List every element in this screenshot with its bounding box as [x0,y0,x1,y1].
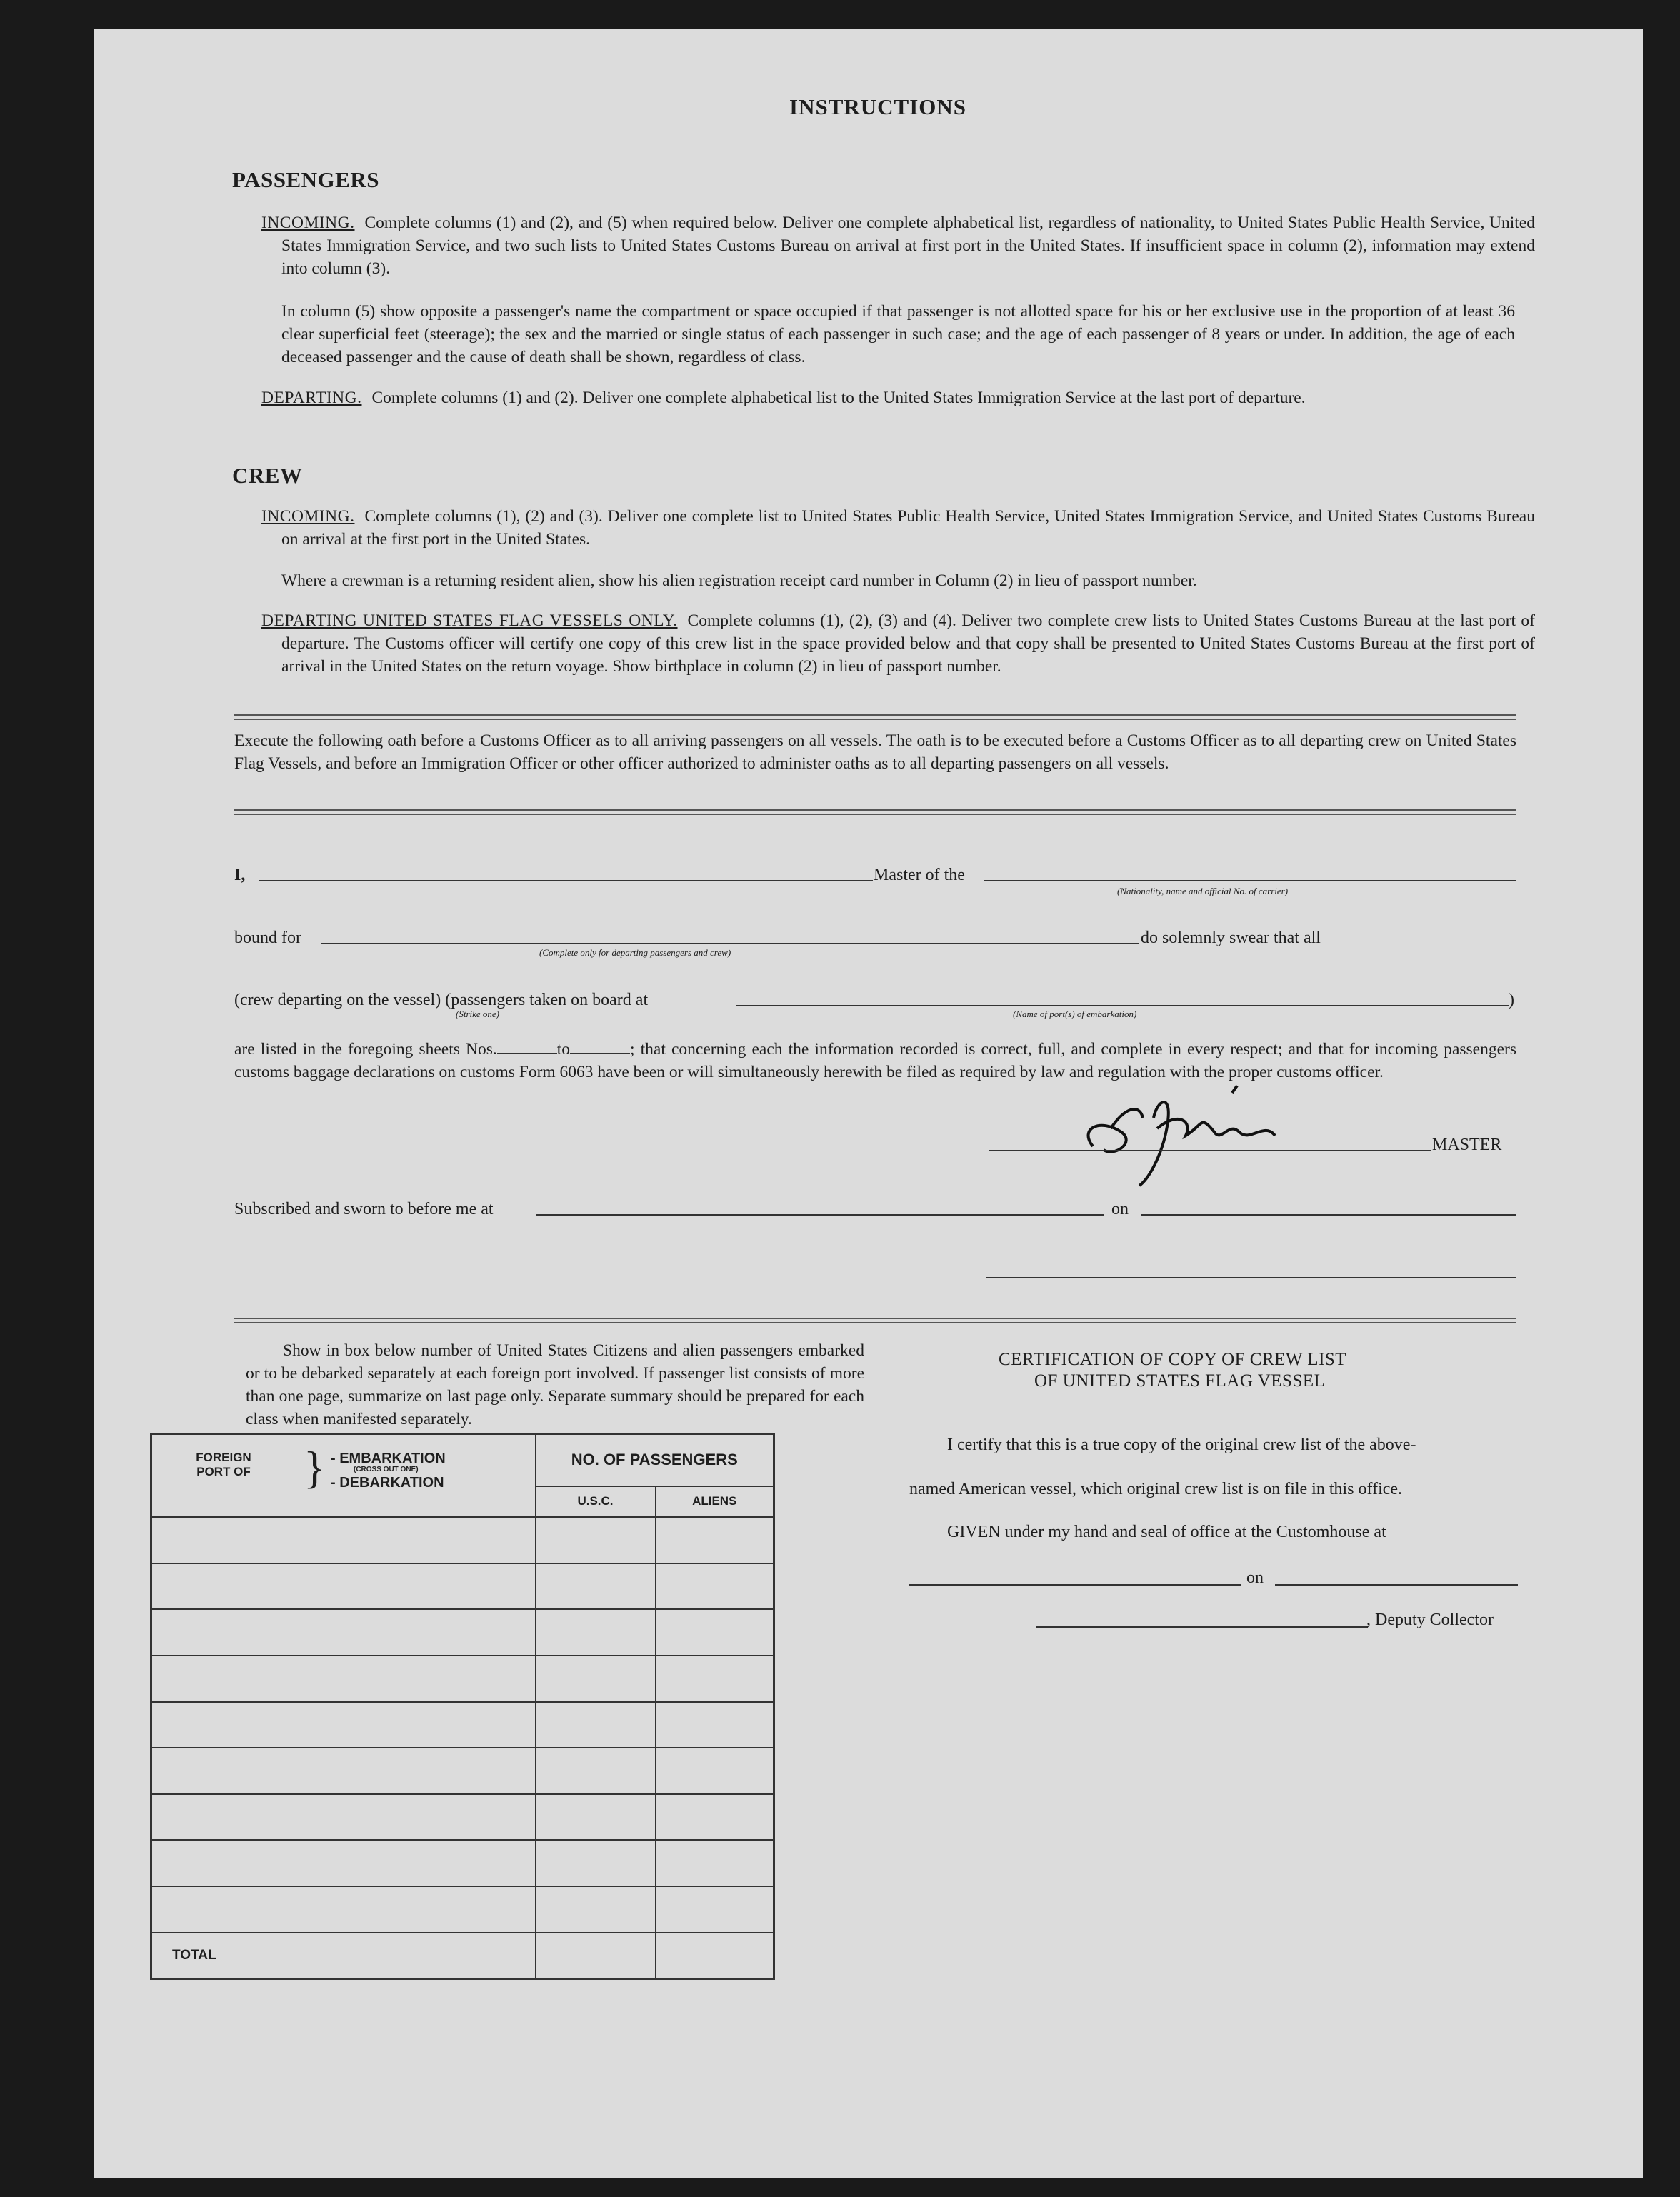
crew-departing-paragraph [261,609,1535,678]
oath-i-label: I, [234,866,246,884]
port-cell[interactable] [151,1748,536,1794]
passengers-incoming-lead: INCOMING. [261,214,355,232]
customhouse-field[interactable] [909,1584,1241,1586]
subscribed-label: Subscribed and sworn to before me at [234,1200,494,1218]
crew-resident-paragraph: Where a crewman is a returning resident alien, show his alien registration receipt card number in Column (2) in lieu of passport number. [281,571,1197,590]
carrier-field[interactable] [984,880,1516,881]
usc-cell[interactable] [536,1656,656,1702]
subscribed-on-label: on [1111,1200,1129,1218]
crew-incoming-text: Complete columns (1), (2) and (3). Deliver one complete list to United States Public Health Service, United States Immigration Service, and United States Customs Bureau on arrival at the first port in the United States. [281,507,1535,549]
divider [234,809,1516,815]
aliens-cell[interactable] [656,1609,774,1656]
deputy-collector-field[interactable] [1036,1626,1368,1628]
foreign-port-of: FOREIGN PORT OF [196,1451,251,1478]
certification-date-field[interactable] [1275,1584,1518,1586]
aliens-cell[interactable] [656,1656,774,1702]
summary-note: Show in box below number of United States Citizens and alien passengers embarked or to be debarked separately at each foreign port involved. If passenger list consists of more than one page, summarize on last page only. Separate summary should be prepared for each class when manifested separately. [246,1341,864,1428]
aliens-header: ALIENS [656,1486,774,1517]
usc-cell[interactable] [536,1794,656,1841]
usc-cell[interactable] [536,1840,656,1886]
passengers-departing-paragraph [261,386,1535,409]
usc-cell[interactable] [536,1886,656,1933]
crew-departing-label: (crew departing on the vessel) (passengers taken on board at [234,991,649,1009]
master-name-field[interactable] [259,880,873,881]
master-label: MASTER [1432,1136,1502,1154]
close-paren: ) [1509,991,1514,1009]
port-cell[interactable] [151,1517,536,1563]
usc-cell[interactable] [536,1748,656,1794]
crew-departing-text: Complete columns (1), (2), (3) and (4). Deliver two complete crew lists to United States Customs Bureau at the last port of departure. The Customs officer will certify one copy of this crew list in the space provided below and that copy shall be presented to United States Customs Bureau at the first port of arrival in the United States on the return voyage. Show birthplace in column (2) in lieu of passport number. [281,611,1535,676]
passengers-heading: PASSENGERS [232,167,379,192]
carrier-hint: (Nationality, name and official No. of carrier) [1117,886,1289,896]
page-title: INSTRUCTIONS [789,94,967,119]
certify-line-1: I certify that this is a true copy of the original crew list of the above- [947,1436,1416,1454]
crew-incoming-paragraph [261,505,1535,551]
subscribed-date-field[interactable] [1141,1214,1516,1216]
certification-heading-2: OF UNITED STATES FLAG VESSEL [1034,1371,1326,1391]
passengers-departing-text: Complete columns (1) and (2). Deliver one complete alphabetical list to the United States Immigration Service at the last port of departure. [371,389,1306,407]
port-cell[interactable] [151,1702,536,1748]
usc-cell[interactable] [536,1702,656,1748]
listed-prefix: are listed in the foregoing sheets Nos. [234,1040,497,1059]
master-of-the-label: Master of the [874,866,965,884]
strike-one-hint: (Strike one) [456,1009,500,1019]
certification-heading-1: CERTIFICATION OF COPY OF CREW LIST [999,1350,1347,1369]
aliens-cell[interactable] [656,1748,774,1794]
passengers-incoming-text: Complete columns (1) and (2), and (5) when required below. Deliver one complete alphabetical list, regardless of nationality, to United States Public Health Service, United States Immigration Service, and two such lists to United States Customs Bureau on arrival at first port in the United States. If insufficient space in column (2), information may extend into column (3). [281,214,1535,278]
port-cell[interactable] [151,1840,536,1886]
ports-hint: (Name of port(s) of embarkation) [1013,1009,1137,1019]
port-cell[interactable] [151,1794,536,1841]
debarkation-label: - DEBARKATION [331,1475,444,1491]
bound-for-label: bound for [234,929,301,947]
usc-cell[interactable] [536,1517,656,1563]
usc-cell[interactable] [536,1609,656,1656]
ports-field[interactable] [736,1005,1509,1006]
listed-rest: ; that concerning each the information recorded is correct, full, and complete in every respect; and that for incoming passengers customs baggage declarations on customs Form 6063 have been or will simultaneously herewith be filed as required by law and regulation with the proper customs officer. [234,1040,1516,1081]
crew-departing-lead: DEPARTING UNITED STATES FLAG VESSELS ONLY. [261,611,678,630]
port-cell[interactable] [151,1656,536,1702]
aliens-cell[interactable] [656,1886,774,1933]
bound-for-field[interactable] [321,943,1139,944]
passengers-incoming-paragraph [261,211,1535,280]
passengers-departing-lead: DEPARTING. [261,389,362,407]
passengers-column5-paragraph: In column (5) show opposite a passenger's name the compartment or space occupied if that passenger is not allotted space for his or her exclusive use in the proportion of at least 36 clear superficial feet (steerage); the sex and the married or single status of each passenger in such case; and the age of each passenger of 8 years or under. In addition, the age of each deceased passenger and the cause of death shall be shown, regardless of class. [281,302,1515,366]
port-cell[interactable] [151,1563,536,1610]
crew-incoming-lead: INCOMING. [261,507,355,526]
deputy-collector-label: , Deputy Collector [1366,1611,1494,1629]
port-cell[interactable] [151,1609,536,1656]
aliens-total-cell[interactable] [656,1933,774,1979]
crew-heading: CREW [232,463,303,488]
listed-paragraph [234,1038,1516,1084]
usc-cell[interactable] [536,1563,656,1610]
cross-out-one-label: (CROSS OUT ONE) [354,1466,419,1473]
sheet-to-field[interactable] [570,1040,630,1054]
certify-line-2: named American vessel, which original crew list is on file in this office. [909,1480,1403,1498]
aliens-cell[interactable] [656,1702,774,1748]
port-header-cell [151,1434,536,1517]
brace-icon: } [304,1442,326,1493]
total-label: TOTAL [172,1947,216,1963]
port-cell[interactable] [151,1886,536,1933]
to-label: to [556,1040,571,1059]
subscribed-place-field[interactable] [536,1214,1104,1216]
sheet-from-field[interactable] [497,1040,557,1054]
aliens-cell[interactable] [656,1517,774,1563]
oath-instructions: Execute the following oath before a Customs Officer as to all arriving passengers on all vessels. The oath is to be executed before a Customs Officer as to all departing crew on United States Flag Vessels, and before an Immigration Officer or other officer authorized to administer oaths as to all departing passengers on all vessels. [234,731,1516,773]
divider [234,1318,1516,1323]
officer-signature-field[interactable] [986,1277,1516,1278]
total-cell [151,1933,536,1979]
usc-total-cell[interactable] [536,1933,656,1979]
no-of-passengers-header: NO. OF PASSENGERS [536,1434,774,1486]
master-signature-line[interactable] [989,1150,1431,1151]
divider [234,714,1516,720]
bound-for-hint: (Complete only for departing passengers and crew) [539,947,731,958]
certification-on-label: on [1246,1568,1264,1587]
summary-table [150,1433,775,1980]
master-signature [1071,1079,1286,1193]
swear-label: do solemnly swear that all [1141,929,1321,947]
aliens-cell[interactable] [656,1840,774,1886]
given-line: GIVEN under my hand and seal of office at the Customhouse at [947,1523,1386,1541]
aliens-cell[interactable] [656,1563,774,1610]
aliens-cell[interactable] [656,1794,774,1841]
embarkation-label: - EMBARKATION [331,1451,446,1466]
usc-header: U.S.C. [536,1486,656,1517]
